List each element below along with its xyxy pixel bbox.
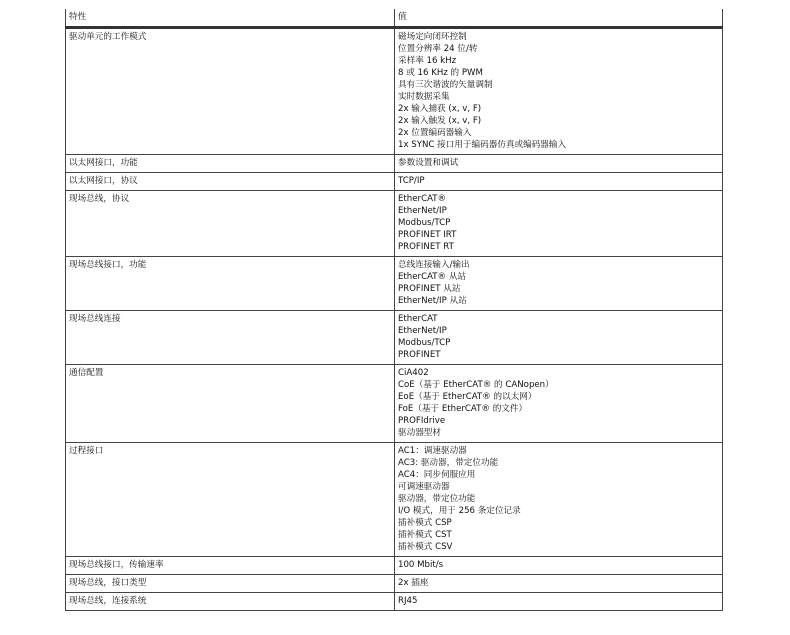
table-row	[66, 443, 723, 557]
value-cell	[395, 311, 723, 365]
property-cell: 现场总线接口，传输速率	[66, 557, 395, 575]
value-line: CoE（基于 EtherCAT® 的 CANopen）	[398, 380, 554, 390]
value-line: 2x 输入捕获 (x, v, F)	[398, 104, 482, 114]
property-cell: 以太网接口，功能	[66, 155, 395, 173]
value-cell	[395, 443, 723, 557]
value-line: 驱动器，带定位功能	[398, 494, 476, 504]
value-line: 可调速驱动器	[398, 482, 450, 492]
value-line: 插补模式 CSP	[398, 518, 452, 528]
value-line: CiA402	[398, 368, 429, 378]
value-line: 100 Mbit/s	[398, 560, 444, 570]
value-line: EtherCAT® 从站	[398, 272, 467, 282]
value-line: AC4：同步伺服应用	[398, 470, 476, 480]
value-line: 采样率 16 kHz	[398, 56, 457, 66]
value-cell	[395, 173, 723, 191]
header-property: 特性	[66, 9, 395, 28]
value-line: 驱动器型材	[398, 428, 441, 438]
property-cell: 以太网接口，协议	[66, 173, 395, 191]
value-line: EtherNet/IP	[398, 206, 447, 216]
value-line: 插补模式 CSV	[398, 542, 453, 552]
value-line: 2x 插座	[398, 578, 429, 588]
table-row	[66, 173, 723, 191]
value-line: EtherCAT	[398, 314, 438, 324]
table-row	[66, 593, 723, 611]
table-header-row	[66, 9, 723, 28]
value-line: I/O 模式，用于 256 条定位记录	[398, 506, 521, 516]
value-line: EtherCAT®	[398, 194, 447, 204]
property-cell: 现场总线连接	[66, 311, 395, 365]
property-cell: 现场总线，连接系统	[66, 593, 395, 611]
value-cell	[395, 191, 723, 257]
value-line: 参数设置和调试	[398, 158, 459, 168]
value-line: AC1：调速驱动器	[398, 446, 467, 456]
value-cell	[395, 593, 723, 611]
value-line: 2x 输入触发 (x, v, F)	[398, 116, 482, 126]
value-line: 实时数据采集	[398, 92, 450, 102]
property-cell: 过程接口	[66, 443, 395, 557]
table-row	[66, 575, 723, 593]
spec-table	[65, 9, 723, 611]
value-line: EtherNet/IP 从站	[398, 296, 467, 306]
value-line: 位置分辨率 24 位/转	[398, 44, 478, 54]
value-line: 2x 位置编码器输入	[398, 128, 472, 138]
value-cell	[395, 575, 723, 593]
table-row	[66, 155, 723, 173]
value-line: PROFINET IRT	[398, 230, 457, 240]
value-line: 插补模式 CST	[398, 530, 452, 540]
value-line: Modbus/TCP	[398, 218, 451, 228]
value-cell	[395, 155, 723, 173]
table-row	[66, 365, 723, 443]
value-line: EoE（基于 EtherCAT® 的以太网）	[398, 392, 537, 402]
table-row	[66, 28, 723, 155]
value-line: PROFINET 从站	[398, 284, 461, 294]
value-line: PROFIdrive	[398, 416, 446, 426]
table-row	[66, 191, 723, 257]
value-line: Modbus/TCP	[398, 338, 451, 348]
value-line: RJ45	[398, 596, 418, 606]
value-line: EtherNet/IP	[398, 326, 447, 336]
property-cell: 驱动单元的工作模式	[66, 28, 395, 155]
property-cell: 通信配置	[66, 365, 395, 443]
value-cell	[395, 257, 723, 311]
value-line: 8 或 16 KHz 的 PWM	[398, 68, 483, 78]
value-cell	[395, 365, 723, 443]
property-cell: 现场总线，接口类型	[66, 575, 395, 593]
value-line: PROFINET	[398, 350, 441, 360]
property-cell: 现场总线，协议	[66, 191, 395, 257]
property-cell: 现场总线接口，功能	[66, 257, 395, 311]
value-line: 总线连接输入/输出	[398, 260, 470, 270]
table-row	[66, 257, 723, 311]
table-row	[66, 311, 723, 365]
value-line: 1x SYNC 接口用于编码器仿真或编码器输入	[398, 140, 567, 150]
value-line: TCP/IP	[398, 176, 425, 186]
value-line: FoE（基于 EtherCAT® 的文件）	[398, 404, 528, 414]
value-cell	[395, 557, 723, 575]
value-line: 具有三次谐波的矢量调制	[398, 80, 493, 90]
value-cell	[395, 28, 723, 155]
header-value: 值	[395, 9, 723, 28]
value-line: AC3: 驱动器，带定位功能	[398, 458, 499, 468]
value-line: 磁场定向闭环控制	[398, 32, 467, 42]
value-line: PROFINET RT	[398, 242, 454, 252]
table-row	[66, 557, 723, 575]
